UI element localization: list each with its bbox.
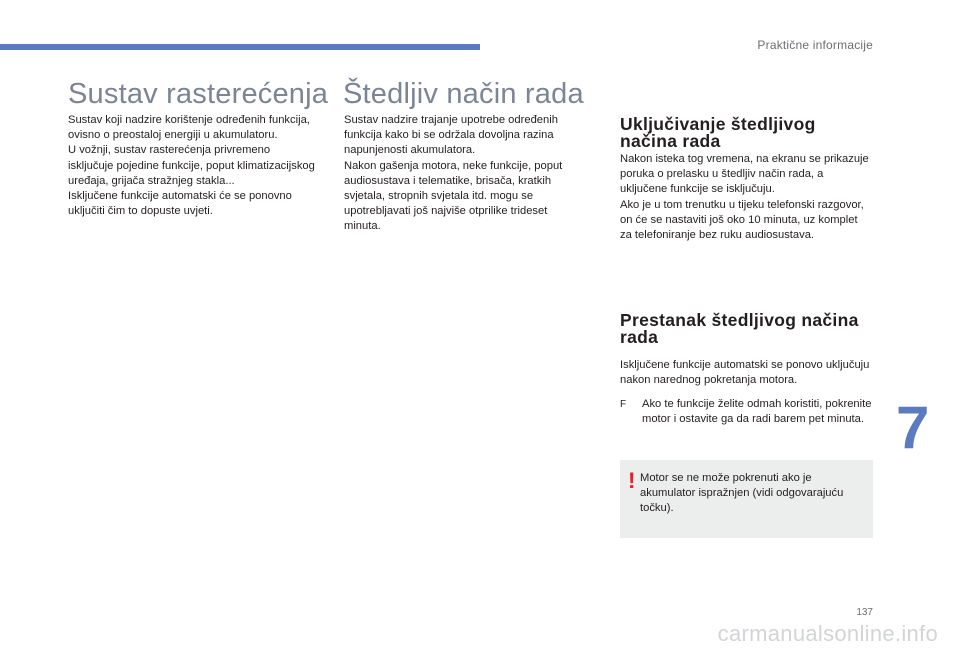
title-load-reduction: Sustav rasterećenja (68, 78, 329, 110)
col3-paragraph: Ako je u tom trenutku u tijeku telefonski razgovor, on će se nastaviti još oko 10 minuta, uz komplet za telefoniranje bez ruku audiosustava. (620, 198, 864, 242)
warning-text: Motor se ne može pokrenuti ako je akumulator ispražnjen (vidi odgovarajuću točku). (640, 472, 844, 515)
col1-paragraph: U vožnji, sustav rasterećenja privremeno isključuje pojedine funkcije, poput klimatizacijskog uređaja, grijača stražnjeg stakla... (68, 144, 315, 187)
col3-text-1 (620, 152, 872, 243)
title-economy-mode: Štedljiv način rada (343, 78, 584, 110)
heading-exit-economy-mode: Prestanak štedljivog načina rada (620, 310, 859, 347)
chapter-number: 7 (896, 394, 930, 461)
bullet-text: Ako te funkcije želite odmah koristiti, pokrenite motor i ostavite ga da radi barem pet minuta. (642, 398, 872, 426)
section-label: Praktične informacije (757, 38, 873, 52)
col1-paragraph: Isključene funkcije automatski će se ponovno uključiti čim to dopuste uvjeti. (68, 190, 292, 218)
bullet-arrow-icon: F (620, 399, 627, 410)
warning-exclamation-icon: ! (628, 468, 636, 493)
col2-paragraph: Sustav nadzire trajanje upotrebe određenih funkcija kako bi se održala dovoljna razina napunjenosti akumulatora. (344, 114, 558, 157)
warning-box (620, 460, 873, 538)
watermark: carmanualsonline.info (717, 621, 938, 646)
col2-text (344, 113, 584, 235)
page-number: 137 (856, 607, 873, 618)
col3-paragraph: Nakon isteka tog vremena, na ekranu se prikazuje poruka o prelasku u štedljiv način rada, a uključene funkcije se isključuju. (620, 153, 869, 196)
heading-enter-economy-mode: Uključivanje štedljivog načina rada (620, 114, 816, 151)
col2-paragraph: Nakon gašenja motora, neke funkcije, poput audiosustava i telematike, brisača, kratkih svjetala, stropnih svjetala itd. mogu se upotrebljavati još najviše otprilike trideset minuta. (344, 159, 563, 233)
col1-text (68, 113, 318, 219)
col3-text-2 (620, 358, 875, 388)
header-accent-bar (0, 44, 480, 50)
col1-paragraph: Sustav koji nadzire korištenje određenih funkcija, ovisno o preostaloj energiji u akumulatoru. (68, 114, 310, 142)
col3-paragraph: Isključene funkcije automatski se ponovo uključuju nakon narednog pokretanja motora. (620, 359, 870, 387)
